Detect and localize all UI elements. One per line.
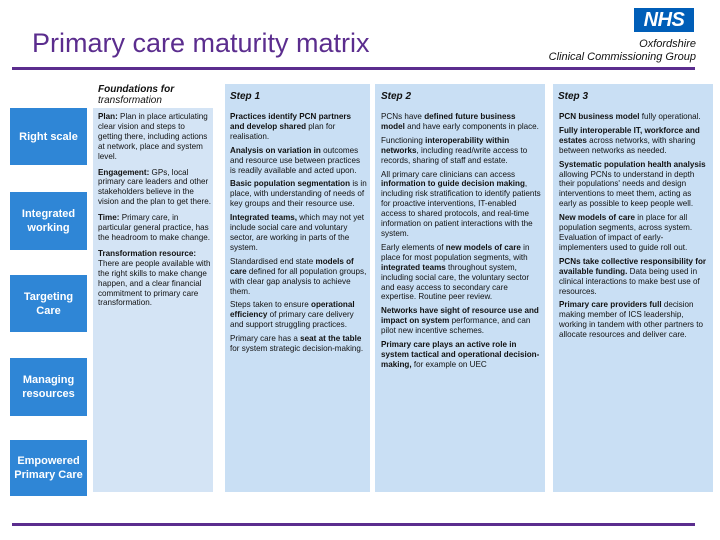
- foundations-heading-line2: transformation: [98, 95, 162, 106]
- step1-item: Practices identify PCN partners and develop shared plan for realisation.: [230, 112, 351, 141]
- row-label-right-scale: Right scale: [10, 108, 87, 165]
- step2-item: All primary care clinicians can access information to guide decision making, including risk stratification to identify patients for proactive interventions, IT-enabled access to shared protocols, and real-time information on patient interactions with the system.: [381, 169, 541, 238]
- org-name-line1: Oxfordshire: [639, 38, 696, 50]
- step1-item: Steps taken to ensure operational efficiency of primary care delivery and support struggling practices.: [230, 300, 355, 330]
- footer-divider: [12, 523, 695, 526]
- foundation-transformation-resource: Transformation resource: There are people available with the right skills to make change happen, and a clear financial commitment to primary care transformation.: [98, 248, 211, 308]
- foundation-plan: Plan: Plan in place articulating clear vision and steps to getting there, including actions at network, place and system level.: [98, 112, 208, 161]
- row-label-integrated-working: Integrated working: [10, 192, 87, 250]
- nhs-logo: NHS: [634, 8, 694, 32]
- step1-cells: [230, 112, 367, 358]
- step2-cells: [381, 112, 541, 374]
- row-label-empowered-primary-care: Empowered Primary Care: [10, 440, 87, 496]
- foundations-heading: [93, 84, 213, 108]
- step2-item: PCNs have defined future business model and have early components in place.: [381, 112, 539, 131]
- step3-item: PCNs take collective responsibility for available funding. Data being used in clinical interactions to make best use of resources.: [559, 256, 707, 296]
- step1-item: Integrated teams, which may not yet include social care and voluntary sector, are working in parts of the system.: [230, 213, 365, 252]
- page-title: Primary care maturity matrix: [32, 28, 370, 58]
- org-name-line2: Clinical Commissioning Group: [548, 51, 696, 63]
- step3-item: Systematic population health analysis allowing PCNs to understand in depth their populations' needs and design interventions to meet them, acting as early as possible to keep people well.: [559, 159, 706, 209]
- step1-item: Basic population segmentation is in place, with understanding of needs of key groups and their resource use.: [230, 179, 367, 209]
- step1-item: Primary care has a seat at the table for system strategic decision-making.: [230, 334, 364, 354]
- step2-item: Primary care plays an active role in system tactical and operational decision-making, for example on UEC: [381, 340, 540, 369]
- foundations-heading-line1: Foundations for: [98, 84, 175, 95]
- header-divider: [12, 67, 695, 70]
- step2-item: Networks have sight of resource use and impact on system performance, and can pilot new incentive schemes.: [381, 306, 539, 336]
- step3-heading: Step 3: [558, 91, 589, 102]
- step3-item: PCN business model fully operational.: [559, 112, 701, 121]
- row-label-targeting-care: Targeting Care: [10, 275, 87, 332]
- step2-heading: Step 2: [381, 91, 412, 102]
- step3-item: Fully interoperable IT, workforce and estates across networks, with sharing between networks as needed.: [559, 125, 700, 155]
- step3-item: Primary care providers full decision making member of ICS leadership, working in tandem with other partners to allocate resources and deliver care.: [559, 300, 703, 340]
- row-label-managing-resources: Managing resources: [10, 358, 87, 416]
- step2-item: Early elements of new models of care in place for most population segments, with integrated teams throughout system, including social care, the voluntary sector and easy access to secondary care expertise. Routine peer review.: [381, 242, 530, 302]
- foundations-cells: [98, 112, 211, 312]
- foundation-time: Time: Primary care, in particular general practice, has the headroom to make change.: [98, 213, 211, 242]
- foundation-engagement: Engagement: GPs, local primary care leaders and other stakeholders believe in the vision and the plan to get there.: [98, 167, 211, 207]
- step1-item: Standardised end state models of care defined for all population groups, with clear gap analysis to achieve them.: [230, 256, 367, 296]
- step1-item: Analysis on variation in outcomes and resource use between practices is readily available and acted upon.: [230, 145, 361, 175]
- step3-item: New models of care in place for all population segments, across system. Evaluation of impact of early-implementers used to guide roll out.: [559, 213, 693, 252]
- step3-cells: [559, 112, 709, 344]
- step2-item: Functioning interoperability within networks, including read/write access to records, sharing of staff and estate.: [381, 135, 528, 165]
- step1-heading: Step 1: [230, 91, 261, 102]
